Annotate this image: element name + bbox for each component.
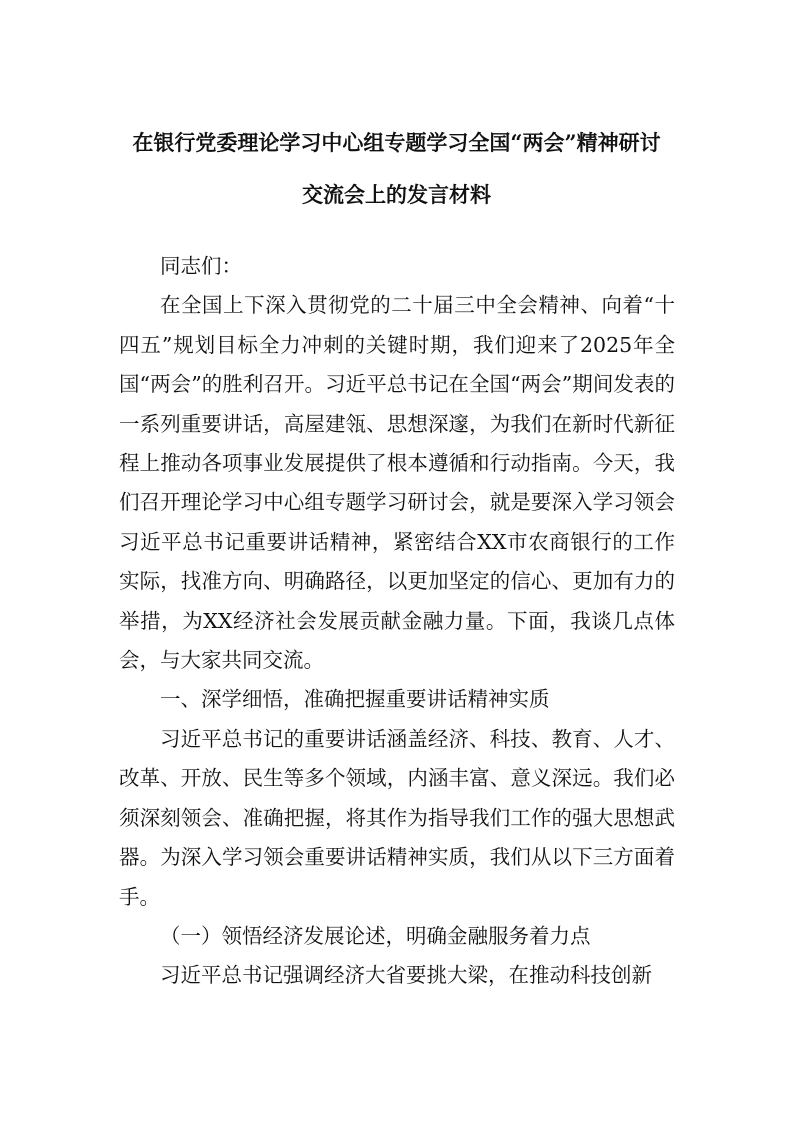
subsection-heading-1: （一）领悟经济发展论述，明确金融服务着力点 [160,923,591,948]
intro-paragraph: 在全国上下深入贯彻党的二十届三中全会精神、向着“十四五”规划目标全力冲刺的关键时期，我们迎来了2025年全国“两会”的胜利召开。习近平总书记在全国“两会”期间发表的一系列重要讲话，高屋建瓴、思想深邃，为我们在新时代新征程上推动各项事业发展提供了根本遵循和行动指南。今天，我们召开理论学习中心组专题学习研讨会，就是要深入学习领会习近平总书记重要讲话精神，紧密结合XX市农商银行的工作实际，找准方向、明确路径，以更加坚定的信心、更加有力的举措，为XX经济社会发展贡献金融力量。下面，我谈几点体会，与大家共同交流。 [119,293,675,673]
section-1-paragraph: 习近平总书记的重要讲话涵盖经济、科技、教育、人才、改革、开放、民生等多个领域，内涵丰富、意义深远。我们必须深刻领会、准确把握，将其作为指导我们工作的强大思想武器。为深入学习领会重要讲话精神实质，我们从以下三方面着手。 [119,726,675,909]
section-heading-1: 一、深学细悟，准确把握重要讲话精神实质 [160,687,550,712]
document-body [119,247,675,996]
document-title-line-1: 在银行党委理论学习中心组专题学习全国“两会”精神研讨 [132,130,661,155]
subsection-1-paragraph: 习近平总书记强调经济大省要挑大梁，在推动科技创新 [160,963,652,988]
document-title-line-2: 交流会上的发言材料 [302,182,491,207]
salutation: 同志们： [160,254,242,278]
